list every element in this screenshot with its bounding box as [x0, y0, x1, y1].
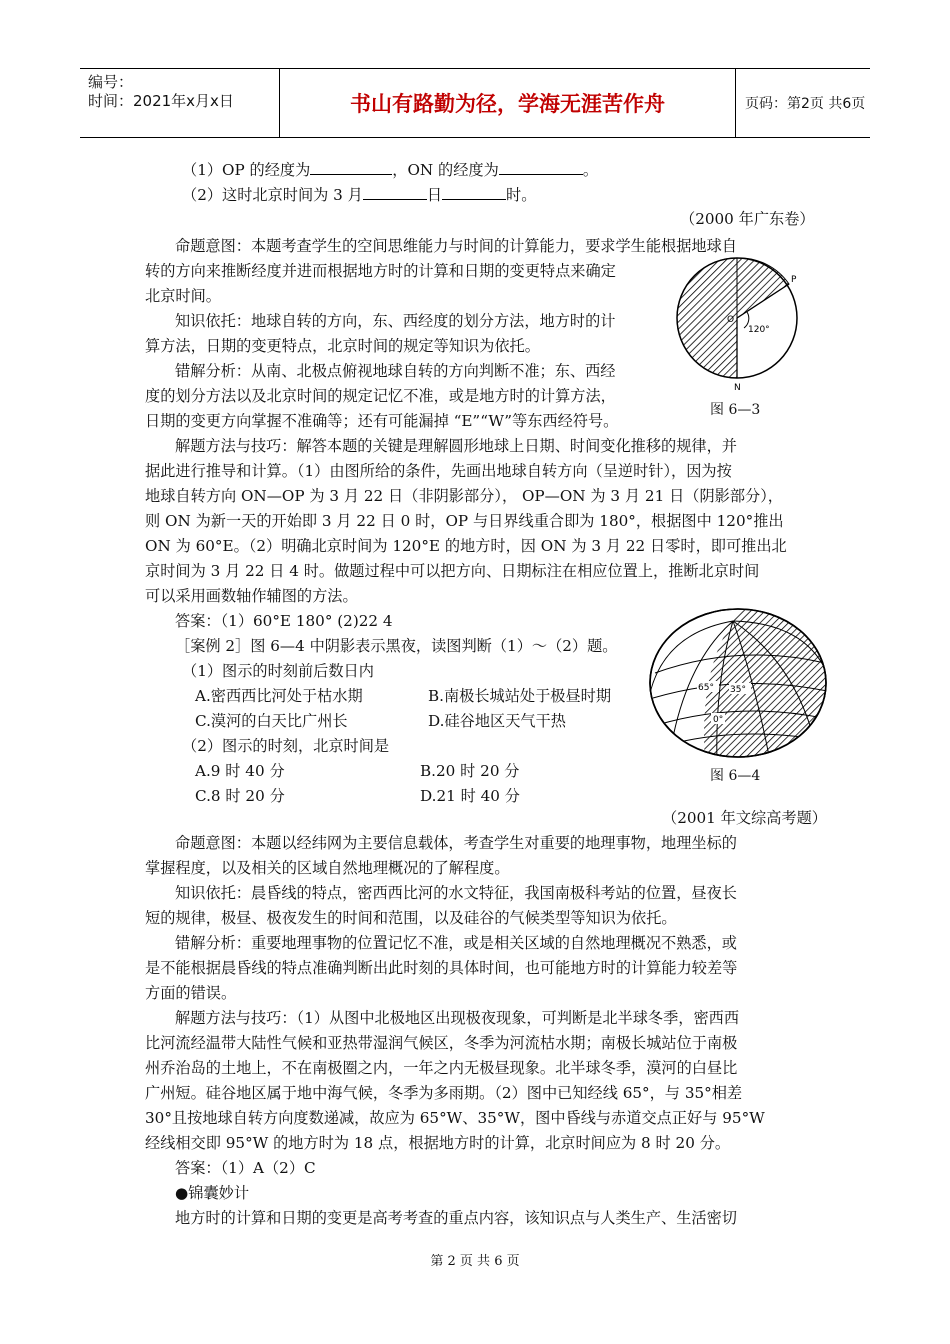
case2-q2-option-c: C.8 时 20 分	[195, 787, 285, 805]
case2-question-2: （2）图示的时刻，北京时间是	[182, 737, 390, 755]
case2-basis-2: 短的规律，极昼、极夜发生的时间和范围，以及硅谷的气候类型等知识为依托。	[145, 909, 677, 927]
case1-source: （2000 年广东卷）	[680, 210, 815, 228]
case2-method-6: 经线相交即 95°W 的地方时为 18 点，根据地方时的计算，北京时间应为 8 时 20 分。	[145, 1134, 731, 1152]
case2-answer: 答案：（1）A（2）C	[175, 1159, 316, 1177]
case1-answer: 答案：（1）60°E 180° (2)22 4	[175, 612, 393, 630]
case1-method-7: 可以采用画数轴作辅图的方法。	[145, 587, 358, 605]
header-page-info: 页码：第2页 共6页	[745, 96, 866, 112]
case1-method-5: ON 为 60°E。（2）明确北京时间为 120°E 的地方时，因 ON 为 3 月 22 日零时，即可推出北	[145, 537, 787, 555]
page-footer: 第 2 页 共 6 页	[430, 1254, 520, 1269]
case1-intent-1: 命题意图：本题考查学生的空间思维能力与时间的计算能力，要求学生能根据地球自	[175, 237, 737, 255]
case2-q2-option-a: A.9 时 40 分	[195, 762, 285, 780]
case2-method-2: 比河流经温带大陆性气候和亚热带湿润气候区，冬季为河流枯水期；南极长城站位于南极	[145, 1034, 738, 1052]
case1-error-3: 日期的变更方向掌握不准确等；还有可能漏掉 “E”“W”等东西经符号。	[145, 412, 619, 430]
case2-intent-2: 掌握程度，以及相关的区域自然地理概况的了解程度。	[145, 859, 510, 877]
tips-line: 地方时的计算和日期的变更是高考考查的重点内容，该知识点与人类生产、生活密切	[175, 1209, 737, 1227]
case2-q1-option-a: A.密西西比河处于枯水期	[195, 687, 363, 705]
figure-6-4	[645, 603, 830, 761]
label-n: N	[734, 383, 741, 393]
label-65: 65°	[698, 683, 714, 693]
case2-method-1: 解题方法与技巧：（1）从图中北极地区出现极夜现象，可判断是北半球冬季，密西西	[175, 1009, 740, 1027]
case1-question-2: （2）这时北京时间为 3 月 日 时。	[182, 186, 537, 204]
case2-method-3: 州乔治岛的土地上，不在南极圈之内，一年之内无极昼现象。北半球冬季，漠河的白昼比	[145, 1059, 738, 1077]
case1-question-1: （1）OP 的经度为 ，ON 的经度为 。	[182, 161, 598, 179]
header-meta	[80, 69, 280, 137]
case1-method-2: 据此进行推导和计算。（1）由图所给的条件，先画出地球自转方向（呈逆时针），因为按	[145, 462, 732, 480]
case1-method-6: 京时间为 3 月 22 日 4 时。做题过程中可以把方向、日期标注在相应位置上，推断北京时间	[145, 562, 760, 580]
case2-basis-1: 知识依托：晨昏线的特点，密西西比河的水文特征，我国南极科考站的位置，昼夜长	[175, 884, 737, 902]
case2-q1-option-d: D.硅谷地区天气干热	[428, 712, 566, 730]
header-motto: 书山有路勤为径，学海无涯苦作舟	[280, 69, 736, 137]
case2-q2-option-b: B.20 时 20 分	[420, 762, 520, 780]
figure-6-4-caption: 图 6—4	[710, 768, 761, 784]
case1-basis-1: 知识依托：地球自转的方向，东、西经度的划分方法，地方时的计	[175, 312, 616, 330]
number-label: 编号：	[88, 73, 134, 91]
label-0: 0°	[713, 715, 724, 725]
tips-title: ●锦囊妙计	[175, 1184, 250, 1202]
case2-intent-1: 命题意图：本题以经纬网为主要信息载体，考查学生对重要的地理事物，地理坐标的	[175, 834, 737, 852]
case1-basis-2: 算方法，日期的变更特点，北京时间的规定等知识为依托。	[145, 337, 540, 355]
page-header	[80, 68, 870, 138]
case2-q1-option-b: B.南极长城站处于极昼时期	[428, 687, 612, 705]
case2-error-1: 错解分析：重要地理事物的位置记忆不准，或是相关区域的自然地理概况不熟悉，或	[175, 934, 737, 952]
case2-error-2: 是不能根据晨昏线的特点准确判断出此时刻的具体时间，也可能地方时的计算能力较差等	[145, 959, 738, 977]
case1-method-3: 地球自转方向 ON—OP 为 3 月 22 日（非阴影部分）， OP—ON 为 3 月 21 日（阴影部分），	[145, 487, 783, 505]
case1-error-2: 度的划分方法以及北京时间的规定记忆不准，或是地方时的计算方法，	[145, 387, 616, 405]
case1-method-1: 解题方法与技巧：解答本题的关键是理解圆形地球上日期、时间变化推移的规律，并	[175, 437, 737, 455]
label-p: P	[791, 275, 797, 285]
label-o: O	[727, 315, 735, 325]
case2-method-4: 广州短。硅谷地区属于地中海气候，冬季为多雨期。（2）图中已知经线 65°，与 35°相差	[145, 1084, 743, 1102]
figure-6-3-caption: 图 6—3	[710, 402, 761, 418]
case1-intent-3: 北京时间。	[145, 287, 221, 305]
label-angle: 120°	[748, 325, 770, 335]
case2-question-1: （1）图示的时刻前后数日内	[182, 662, 374, 680]
case2-source: （2001 年文综高考题）	[662, 809, 827, 827]
case1-intent-2: 转的方向来推断经度并进而根据地方时的计算和日期的变更特点来确定	[145, 262, 616, 280]
case1-error-1: 错解分析：从南、北极点俯视地球自转的方向判断不准；东、西经	[175, 362, 616, 380]
time-label: 时间：2021年x月x日	[88, 92, 234, 110]
figure-6-3	[672, 250, 802, 395]
case2-q2-option-d: D.21 时 40 分	[420, 787, 520, 805]
case1-method-4: 则 ON 为新一天的开始即 3 月 22 日 0 时，OP 与日界线重合即为 180°，根据图中 120°推出	[145, 512, 784, 530]
case2-error-3: 方面的错误。	[145, 984, 237, 1002]
label-35: 35°	[730, 685, 746, 695]
case2-method-5: 30°且按地球自转方向度数递减，故应为 65°W、35°W，图中昏线与赤道交点正好与 95°W	[145, 1109, 765, 1127]
case2-title: ［案例 2］图 6—4 中阴影表示黑夜，读图判断（1）～（2）题。	[175, 637, 618, 655]
case2-q1-option-c: C.漠河的白天比广州长	[195, 712, 348, 730]
